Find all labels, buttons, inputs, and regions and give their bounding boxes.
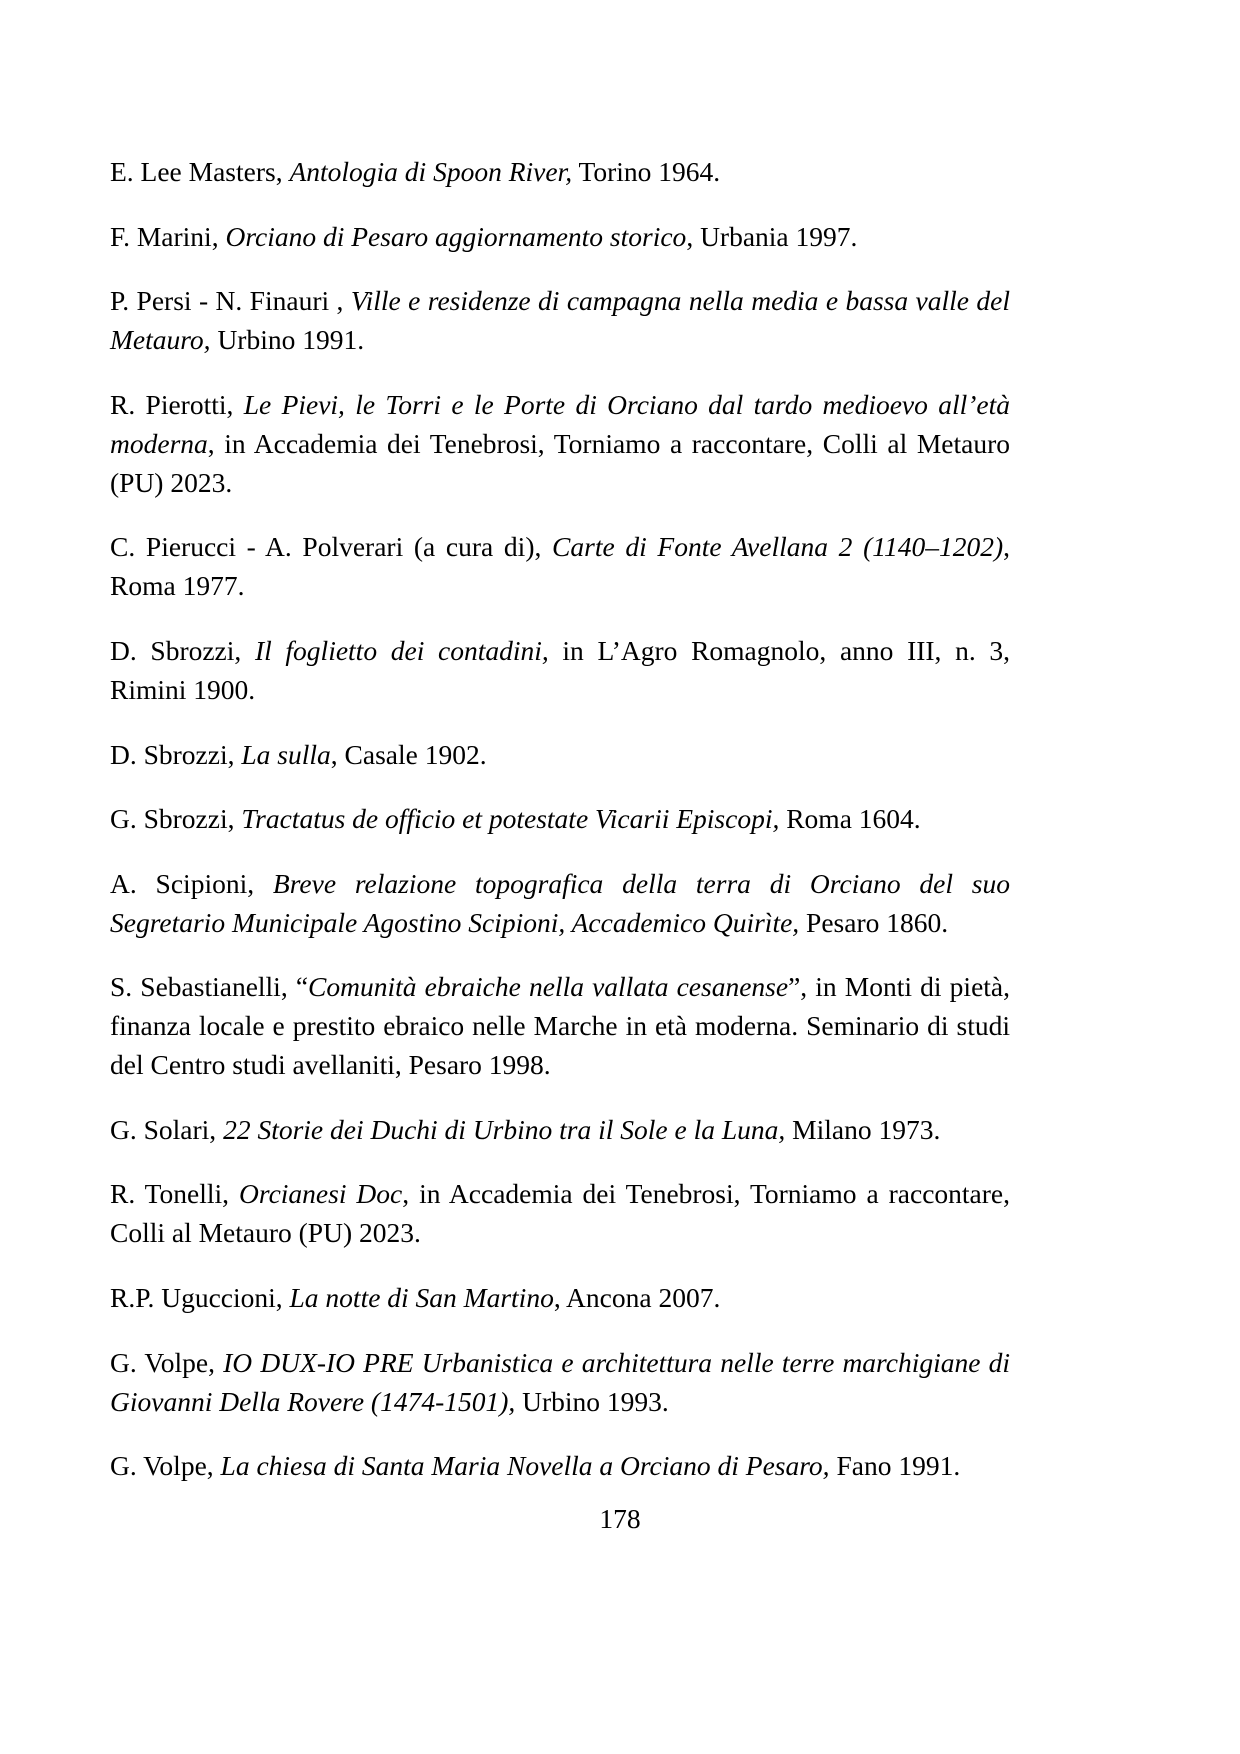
- bibliography-entry-scipioni: [110, 864, 1010, 942]
- entry-author: D. Sbrozzi,: [110, 634, 255, 666]
- entry-title: Ville e residenze di campagna nella media e bassa valle del Metauro,: [110, 285, 1011, 356]
- entry-title: Tractatus de officio et potestate Vicarii Episcopi,: [241, 803, 780, 835]
- entry-title: Le Pievi, le Torri e le Porte di Orciano dal tardo medioevo all’età moderna: [110, 388, 1011, 459]
- bibliography-entry-volpe-iodux: [110, 1343, 1010, 1421]
- entry-title: IO DUX-IO PRE Urbanistica e architettura nelle terre marchigiane di Giovanni Della Rovere (1474-1501),: [110, 1346, 1010, 1417]
- bibliography-entry-persi-finauri: [110, 281, 1010, 359]
- entry-author: R.P. Uguccioni,: [110, 1281, 290, 1313]
- entry-publication: Roma 1604.: [779, 803, 921, 835]
- entry-author: R. Tonelli,: [110, 1178, 240, 1210]
- entry-title: Breve relazione topografica della terra di Orciano del suo Segretario Municipale Agostino Scipioni, Accademico Quirìte,: [110, 867, 1010, 938]
- entry-author: D. Sbrozzi,: [110, 738, 242, 770]
- bibliography-entry-lee-masters: [110, 152, 1010, 191]
- entry-publication: Pesaro 1860.: [799, 906, 949, 938]
- entry-author: E. Lee Masters,: [110, 156, 290, 187]
- entry-author: G. Volpe,: [110, 1346, 224, 1378]
- entry-title: Comunità ebraiche nella vallata cesanense: [308, 971, 789, 1003]
- bibliography-list: [110, 152, 1010, 1485]
- entry-publication: Urbino 1993.: [515, 1385, 669, 1417]
- entry-publication: , in Accademia dei Tenebrosi, Torniamo a raccontare, Colli al Metauro (PU) 2023.: [110, 1178, 1010, 1249]
- entry-author: A. Scipioni,: [110, 867, 273, 899]
- entry-title: Orcianesi Doc: [239, 1178, 403, 1210]
- entry-publication: , in Accademia dei Tenebrosi, Torniamo a raccontare, Colli al Metauro (PU) 2023.: [110, 427, 1010, 498]
- entry-title: 22 Storie dei Duchi di Urbino tra il Sole e la Luna,: [223, 1113, 786, 1145]
- bibliography-entry-sbrozzi-sulla: [110, 735, 1010, 774]
- entry-publication: Torino 1964.: [572, 156, 721, 187]
- entry-publication: Milano 1973.: [785, 1113, 941, 1145]
- entry-title: La notte di San Martino: [289, 1281, 554, 1313]
- bibliography-entry-marini: [110, 217, 1010, 256]
- entry-title: Carte di Fonte Avellana 2 (1140–1202): [552, 531, 1004, 563]
- bibliography-entry-pierucci-polverari: [110, 527, 1010, 605]
- entry-publication: Fano 1991.: [829, 1450, 961, 1482]
- entry-publication: in L’Agro Romagnolo, anno III, n. 3, Rimini 1900.: [110, 634, 1010, 705]
- entry-publication: , Roma 1977.: [110, 531, 1010, 602]
- entry-publication: , Urbania 1997.: [686, 220, 858, 252]
- bibliography-entry-sebastianelli: [110, 967, 1010, 1084]
- bibliography-entry-sbrozzi-tractatus: [110, 799, 1010, 838]
- entry-title: Orciano di Pesaro aggiornamento storico: [225, 220, 687, 252]
- entry-author: G. Volpe,: [110, 1450, 221, 1482]
- entry-title: La chiesa di Santa Maria Novella a Orciano di Pesaro,: [220, 1450, 830, 1482]
- entry-author: C. Pierucci - A. Polverari (a cura di),: [110, 531, 553, 563]
- entry-author: P. Persi - N. Finauri ,: [110, 285, 351, 317]
- entry-title: Il foglietto dei contadini,: [254, 634, 549, 666]
- entry-author: R. Pierotti,: [110, 388, 244, 420]
- entry-publication: , Ancona 2007.: [553, 1281, 721, 1313]
- page-number: 178: [599, 1503, 641, 1534]
- entry-title: La sulla: [241, 738, 331, 770]
- bibliography-entry-solari: [110, 1110, 1010, 1149]
- bibliography-entry-pierotti: [110, 385, 1010, 502]
- entry-author: G. Solari,: [110, 1113, 224, 1145]
- entry-publication: , Casale 1902.: [330, 738, 487, 770]
- entry-publication: Urbino 1991.: [210, 324, 365, 356]
- bibliography-entry-tonelli: [110, 1174, 1010, 1252]
- entry-author: G. Sbrozzi,: [110, 803, 242, 835]
- entry-publication: ”, in Monti di pietà, finanza locale e prestito ebraico nelle Marche in età moderna. Seminario di studi del Centro studi avellaniti, Pesaro 1998.: [110, 971, 1010, 1081]
- bibliography-entry-uguccioni: [110, 1278, 1010, 1317]
- bibliography-entry-sbrozzi-foglietto: [110, 631, 1010, 709]
- bibliography-entry-volpe-chiesa: [110, 1446, 1010, 1485]
- entry-author: S. Sebastianelli, “: [110, 971, 309, 1003]
- entry-author: F. Marini,: [110, 220, 226, 252]
- entry-title: Antologia di Spoon River,: [289, 156, 573, 187]
